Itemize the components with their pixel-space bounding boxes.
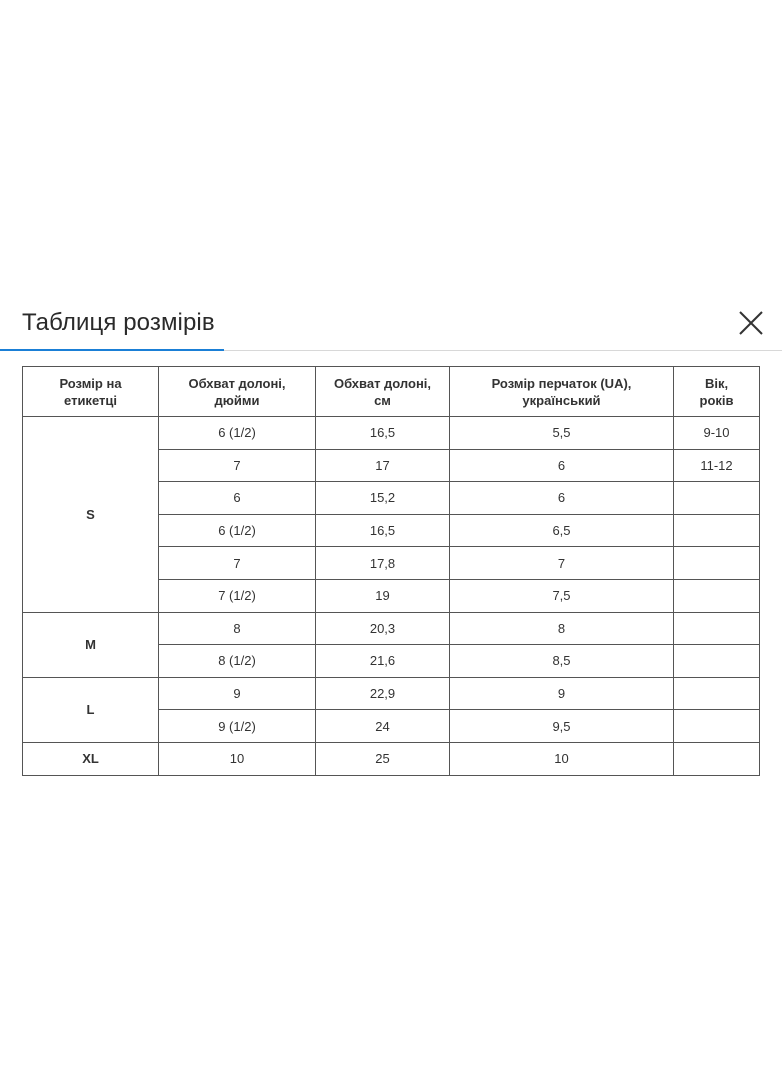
size-chart-modal (0, 300, 782, 767)
cell-palm-inches: 6 (159, 482, 316, 515)
header-text: Розмір на (59, 375, 122, 391)
cell-palm-inches: 8 (159, 612, 316, 645)
header-age (674, 367, 760, 417)
cell-glove-size-ua: 6 (450, 449, 674, 482)
cell-palm-cm: 21,6 (316, 645, 450, 678)
cell-age: 11-12 (674, 449, 760, 482)
cell-palm-inches: 7 (1/2) (159, 579, 316, 612)
cell-age (674, 612, 760, 645)
cell-palm-cm: 17,8 (316, 547, 450, 580)
cell-age: 9-10 (674, 417, 760, 450)
cell-palm-cm: 19 (316, 579, 450, 612)
cell-palm-inches: 9 (159, 677, 316, 710)
header-text: см (374, 392, 391, 408)
modal-title: Таблиця розмірів (22, 309, 215, 336)
header-text: дюйми (214, 392, 260, 408)
cell-glove-size-ua: 8 (450, 612, 674, 645)
cell-age (674, 677, 760, 710)
cell-palm-cm: 22,9 (316, 677, 450, 710)
cell-palm-cm: 25 (316, 742, 450, 775)
header-text: етикетці (64, 392, 117, 408)
table-row (23, 742, 760, 775)
header-size-label (23, 367, 159, 417)
cell-palm-inches: 6 (1/2) (159, 514, 316, 547)
cell-glove-size-ua: 5,5 (450, 417, 674, 450)
cell-age (674, 710, 760, 743)
header-text: Розмір перчаток (UA), (491, 375, 632, 391)
cell-size-label: L (23, 677, 159, 742)
cell-glove-size-ua: 9 (450, 677, 674, 710)
cell-glove-size-ua: 9,5 (450, 710, 674, 743)
cell-palm-inches: 6 (1/2) (159, 417, 316, 450)
cell-glove-size-ua: 10 (450, 742, 674, 775)
cell-size-label: S (23, 417, 159, 613)
cell-palm-inches: 10 (159, 742, 316, 775)
cell-glove-size-ua: 7 (450, 547, 674, 580)
cell-glove-size-ua: 7,5 (450, 579, 674, 612)
header-text: Обхват долоні, (333, 375, 432, 391)
title-underline (0, 349, 224, 351)
cell-palm-inches: 9 (1/2) (159, 710, 316, 743)
cell-palm-inches: 7 (159, 449, 316, 482)
cell-glove-size-ua: 6 (450, 482, 674, 515)
cell-age (674, 645, 760, 678)
header-text: років (699, 392, 734, 408)
cell-age (674, 514, 760, 547)
table-row (23, 612, 760, 645)
header-text: український (522, 392, 601, 408)
table-header-row (23, 367, 760, 417)
header-text: Обхват долоні, (188, 375, 286, 391)
cell-glove-size-ua: 6,5 (450, 514, 674, 547)
size-table (22, 366, 760, 776)
cell-glove-size-ua: 8,5 (450, 645, 674, 678)
cell-palm-inches: 7 (159, 547, 316, 580)
close-button[interactable] (738, 310, 764, 336)
cell-size-label: XL (23, 742, 159, 775)
cell-palm-cm: 24 (316, 710, 450, 743)
cell-palm-cm: 17 (316, 449, 450, 482)
cell-palm-cm: 15,2 (316, 482, 450, 515)
cell-palm-inches: 8 (1/2) (159, 645, 316, 678)
table-body (23, 417, 760, 776)
cell-palm-cm: 16,5 (316, 417, 450, 450)
table-row (23, 417, 760, 450)
cell-age (674, 579, 760, 612)
header-glove-size-ua (450, 367, 674, 417)
cell-age (674, 547, 760, 580)
header-text: Вік, (704, 375, 729, 391)
close-icon (738, 310, 764, 336)
cell-age (674, 482, 760, 515)
header-palm-cm (316, 367, 450, 417)
table-row (23, 677, 760, 710)
modal-header (0, 300, 782, 351)
cell-size-label: M (23, 612, 159, 677)
cell-age (674, 742, 760, 775)
cell-palm-cm: 16,5 (316, 514, 450, 547)
cell-palm-cm: 20,3 (316, 612, 450, 645)
header-palm-inches (159, 367, 316, 417)
